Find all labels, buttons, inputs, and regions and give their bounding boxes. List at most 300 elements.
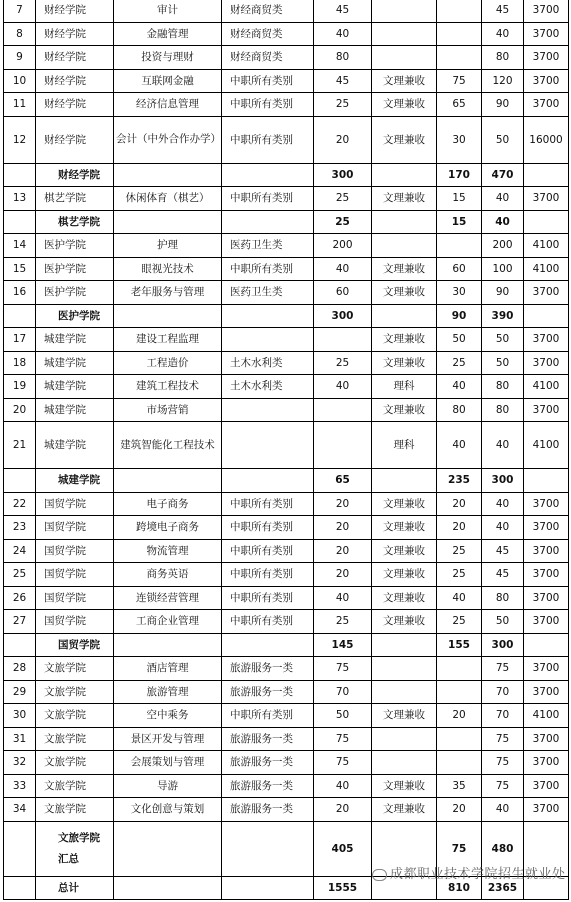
cell-college: 文旅学院 xyxy=(36,704,114,728)
cell-no: 9 xyxy=(4,46,36,70)
cell-subtotal-a: 145 xyxy=(314,633,372,657)
cell-category: 中职所有类别 xyxy=(222,69,314,93)
table-row xyxy=(4,351,569,375)
cell-college: 棋艺学院 xyxy=(36,187,114,211)
cell-total: 40 xyxy=(482,492,524,516)
cell-major: 会展策划与管理 xyxy=(114,751,222,775)
table-row xyxy=(4,375,569,399)
cell-plan-a: 20 xyxy=(314,539,372,563)
cell-subject: 文理兼收 xyxy=(372,281,437,305)
cell-empty xyxy=(222,163,314,187)
cell-plan-a: 20 xyxy=(314,492,372,516)
table-row xyxy=(4,46,569,70)
cell-subject xyxy=(372,680,437,704)
cell-fee: 3700 xyxy=(524,22,569,46)
table-row xyxy=(4,751,569,775)
cell-college: 国贸学院 xyxy=(36,492,114,516)
cell-plan-a: 75 xyxy=(314,751,372,775)
cell-college: 文旅学院 xyxy=(36,798,114,822)
cell-plan-b: 25 xyxy=(437,563,482,587)
cell-plan-b xyxy=(437,657,482,681)
cell-no: 7 xyxy=(4,0,36,22)
cell-fee: 3700 xyxy=(524,46,569,70)
cell-empty xyxy=(222,633,314,657)
cell-empty xyxy=(372,469,437,493)
cell-major: 跨境电子商务 xyxy=(114,516,222,540)
cell-major: 审计 xyxy=(114,0,222,22)
cell-fee: 3700 xyxy=(524,351,569,375)
cell-plan-a: 60 xyxy=(314,281,372,305)
cell-total: 50 xyxy=(482,328,524,352)
cell-subtotal-label: 城建学院 xyxy=(36,469,114,493)
cell-category: 旅游服务一类 xyxy=(222,657,314,681)
cell-no: 10 xyxy=(4,69,36,93)
cell-college: 财经学院 xyxy=(36,46,114,70)
cell-major: 休闲体育（棋艺） xyxy=(114,187,222,211)
cell-plan-a: 80 xyxy=(314,46,372,70)
cell-plan-a: 20 xyxy=(314,798,372,822)
cell-category: 中职所有类别 xyxy=(222,187,314,211)
cell-plan-a: 40 xyxy=(314,586,372,610)
cell-plan-b: 40 xyxy=(437,586,482,610)
cell-total: 100 xyxy=(482,257,524,281)
table-row xyxy=(4,69,569,93)
cell-no: 16 xyxy=(4,281,36,305)
cell-plan-a xyxy=(314,398,372,422)
cell-subject: 文理兼收 xyxy=(372,328,437,352)
cell-total: 75 xyxy=(482,751,524,775)
cell-subject: 文理兼收 xyxy=(372,93,437,117)
cell-plan-b xyxy=(437,234,482,258)
cell-total: 75 xyxy=(482,657,524,681)
cell-category: 旅游服务一类 xyxy=(222,798,314,822)
cell-empty xyxy=(524,304,569,328)
cell-plan-b: 80 xyxy=(437,398,482,422)
cell-empty xyxy=(114,304,222,328)
cell-total: 70 xyxy=(482,680,524,704)
cell-major: 连锁经营管理 xyxy=(114,586,222,610)
cell-plan-b: 15 xyxy=(437,187,482,211)
cell-subject xyxy=(372,657,437,681)
cell-plan-a: 45 xyxy=(314,0,372,22)
cell-total: 80 xyxy=(482,398,524,422)
cell-fee: 3700 xyxy=(524,680,569,704)
cell-fee: 3700 xyxy=(524,69,569,93)
cell-major: 工程造价 xyxy=(114,351,222,375)
table-row xyxy=(4,516,569,540)
cell-empty xyxy=(372,633,437,657)
cell-total: 90 xyxy=(482,281,524,305)
cell-plan-a: 40 xyxy=(314,375,372,399)
cell-plan-a xyxy=(314,328,372,352)
cell-major: 酒店管理 xyxy=(114,657,222,681)
subtotal-row xyxy=(4,469,569,493)
cell-category: 中职所有类别 xyxy=(222,586,314,610)
cell-empty xyxy=(524,469,569,493)
cell-category: 中职所有类别 xyxy=(222,516,314,540)
cell-plan-b xyxy=(437,0,482,22)
cell-subject xyxy=(372,234,437,258)
cell-empty xyxy=(524,633,569,657)
cell-fee: 3700 xyxy=(524,281,569,305)
cell-plan-b: 40 xyxy=(437,375,482,399)
table-row xyxy=(4,704,569,728)
cell-major: 金融管理 xyxy=(114,22,222,46)
cell-fee: 3700 xyxy=(524,93,569,117)
cell-no: 20 xyxy=(4,398,36,422)
cell-college: 财经学院 xyxy=(36,93,114,117)
cell-category: 土木水利类 xyxy=(222,351,314,375)
cell-college: 医护学院 xyxy=(36,281,114,305)
cell-fee: 3700 xyxy=(524,798,569,822)
cell-no: 34 xyxy=(4,798,36,822)
cell-subject xyxy=(372,46,437,70)
table-row xyxy=(4,798,569,822)
cell-major: 老年服务与管理 xyxy=(114,281,222,305)
cell-subject: 文理兼收 xyxy=(372,398,437,422)
cell-total: 80 xyxy=(482,586,524,610)
cell-subtotal-c: 235 xyxy=(437,469,482,493)
cell-college: 医护学院 xyxy=(36,257,114,281)
cell-plan-a: 25 xyxy=(314,351,372,375)
cell-total: 40 xyxy=(482,798,524,822)
cell-empty xyxy=(372,210,437,234)
cell-no: 11 xyxy=(4,93,36,117)
table-row xyxy=(4,116,569,163)
cell-major: 空中乘务 xyxy=(114,704,222,728)
cell-total: 120 xyxy=(482,69,524,93)
cell-no: 28 xyxy=(4,657,36,681)
table-row xyxy=(4,727,569,751)
cell-plan-b: 50 xyxy=(437,328,482,352)
cell-college: 国贸学院 xyxy=(36,516,114,540)
cell-total: 80 xyxy=(482,375,524,399)
cell-subtotal-c: 810 xyxy=(437,876,482,900)
cell-empty xyxy=(114,821,222,876)
cell-plan-a: 50 xyxy=(314,704,372,728)
cell-plan-b: 35 xyxy=(437,774,482,798)
cell-category: 旅游服务一类 xyxy=(222,751,314,775)
cell-empty xyxy=(222,210,314,234)
cell-no: 8 xyxy=(4,22,36,46)
cell-total: 75 xyxy=(482,727,524,751)
cell-total: 45 xyxy=(482,539,524,563)
cell-plan-a: 40 xyxy=(314,257,372,281)
table-row xyxy=(4,774,569,798)
cell-subtotal-label: 医护学院 xyxy=(36,304,114,328)
cell-plan-b: 65 xyxy=(437,93,482,117)
table-row xyxy=(4,586,569,610)
cell-college: 财经学院 xyxy=(36,116,114,163)
cell-category: 旅游服务一类 xyxy=(222,774,314,798)
cell-subtotal-label: 文旅学院 汇总 xyxy=(36,821,114,876)
cell-total: 40 xyxy=(482,187,524,211)
cell-fee: 3700 xyxy=(524,492,569,516)
cell-no: 14 xyxy=(4,234,36,258)
cell-empty xyxy=(222,821,314,876)
cell-major: 会计（中外合作办学） xyxy=(114,116,222,163)
cell-college: 财经学院 xyxy=(36,0,114,22)
cell-total: 50 xyxy=(482,116,524,163)
cell-plan-a: 70 xyxy=(314,680,372,704)
cell-major: 市场营销 xyxy=(114,398,222,422)
cell-empty xyxy=(4,876,36,900)
cell-plan-a: 25 xyxy=(314,187,372,211)
cell-subtotal-d: 2365 xyxy=(482,876,524,900)
cell-no: 33 xyxy=(4,774,36,798)
cell-plan-b: 25 xyxy=(437,610,482,634)
cell-subject: 文理兼收 xyxy=(372,257,437,281)
cell-category xyxy=(222,422,314,469)
cell-total: 50 xyxy=(482,610,524,634)
cell-plan-a: 25 xyxy=(314,610,372,634)
cell-subtotal-d: 390 xyxy=(482,304,524,328)
cell-no: 22 xyxy=(4,492,36,516)
cell-subject xyxy=(372,0,437,22)
cell-category: 中职所有类别 xyxy=(222,93,314,117)
cell-subtotal-label: 财经学院 xyxy=(36,163,114,187)
table-row xyxy=(4,657,569,681)
cell-total: 40 xyxy=(482,22,524,46)
cell-total: 45 xyxy=(482,563,524,587)
cell-category: 中职所有类别 xyxy=(222,539,314,563)
cell-major: 文化创意与策划 xyxy=(114,798,222,822)
cell-subject: 文理兼收 xyxy=(372,351,437,375)
cell-empty xyxy=(4,821,36,876)
cell-plan-a: 200 xyxy=(314,234,372,258)
cell-no: 32 xyxy=(4,751,36,775)
cell-college: 财经学院 xyxy=(36,22,114,46)
cell-no: 15 xyxy=(4,257,36,281)
enrollment-table xyxy=(3,0,569,900)
cell-plan-b: 30 xyxy=(437,116,482,163)
watermark: 成都职业技术学院招生就业处 xyxy=(372,863,566,882)
cell-major: 护理 xyxy=(114,234,222,258)
cell-empty xyxy=(4,210,36,234)
cell-plan-a: 20 xyxy=(314,116,372,163)
cell-category: 医药卫生类 xyxy=(222,281,314,305)
cell-plan-b: 40 xyxy=(437,422,482,469)
cell-major: 商务英语 xyxy=(114,563,222,587)
cell-plan-b xyxy=(437,751,482,775)
cell-subject: 文理兼收 xyxy=(372,563,437,587)
table-row xyxy=(4,398,569,422)
cell-category: 财经商贸类 xyxy=(222,46,314,70)
wechat-icon xyxy=(372,869,387,881)
cell-plan-b: 20 xyxy=(437,492,482,516)
cell-no: 18 xyxy=(4,351,36,375)
table-row xyxy=(4,22,569,46)
cell-major: 眼视光技术 xyxy=(114,257,222,281)
cell-subtotal-d: 470 xyxy=(482,163,524,187)
cell-subject: 理科 xyxy=(372,422,437,469)
cell-subtotal-label: 国贸学院 xyxy=(36,633,114,657)
cell-plan-a: 20 xyxy=(314,516,372,540)
cell-fee: 3700 xyxy=(524,539,569,563)
cell-category: 中职所有类别 xyxy=(222,704,314,728)
cell-category: 财经商贸类 xyxy=(222,0,314,22)
cell-total: 40 xyxy=(482,422,524,469)
cell-college: 医护学院 xyxy=(36,234,114,258)
cell-college: 城建学院 xyxy=(36,351,114,375)
cell-college: 城建学院 xyxy=(36,375,114,399)
cell-category: 土木水利类 xyxy=(222,375,314,399)
cell-plan-b xyxy=(437,680,482,704)
cell-empty xyxy=(222,469,314,493)
cell-plan-b: 25 xyxy=(437,539,482,563)
cell-plan-b: 20 xyxy=(437,516,482,540)
cell-major: 景区开发与管理 xyxy=(114,727,222,751)
cell-total: 75 xyxy=(482,774,524,798)
table-row xyxy=(4,0,569,22)
cell-subtotal-a: 65 xyxy=(314,469,372,493)
cell-empty xyxy=(524,210,569,234)
cell-major: 旅游管理 xyxy=(114,680,222,704)
cell-total: 45 xyxy=(482,0,524,22)
table-row xyxy=(4,539,569,563)
table-row xyxy=(4,422,569,469)
cell-plan-a: 75 xyxy=(314,727,372,751)
cell-total: 80 xyxy=(482,46,524,70)
cell-subtotal-d: 40 xyxy=(482,210,524,234)
cell-subtotal-label: 总计 xyxy=(36,876,114,900)
cell-college: 国贸学院 xyxy=(36,563,114,587)
cell-empty xyxy=(114,469,222,493)
table-row xyxy=(4,281,569,305)
cell-fee: 3700 xyxy=(524,727,569,751)
subtotal-row xyxy=(4,633,569,657)
table-row xyxy=(4,610,569,634)
cell-plan-b: 60 xyxy=(437,257,482,281)
cell-subject: 文理兼收 xyxy=(372,187,437,211)
cell-category: 中职所有类别 xyxy=(222,257,314,281)
cell-fee: 3700 xyxy=(524,398,569,422)
cell-category xyxy=(222,398,314,422)
cell-no: 30 xyxy=(4,704,36,728)
cell-college: 城建学院 xyxy=(36,328,114,352)
cell-major: 电子商务 xyxy=(114,492,222,516)
cell-major: 投资与理财 xyxy=(114,46,222,70)
cell-subject: 文理兼收 xyxy=(372,69,437,93)
cell-empty xyxy=(4,304,36,328)
cell-fee: 3700 xyxy=(524,610,569,634)
table-row xyxy=(4,187,569,211)
cell-subtotal-a: 300 xyxy=(314,163,372,187)
cell-total: 200 xyxy=(482,234,524,258)
cell-major: 互联网金融 xyxy=(114,69,222,93)
cell-major: 工商企业管理 xyxy=(114,610,222,634)
cell-college: 城建学院 xyxy=(36,398,114,422)
cell-plan-b: 20 xyxy=(437,798,482,822)
cell-subject: 文理兼收 xyxy=(372,116,437,163)
cell-fee: 3700 xyxy=(524,0,569,22)
cell-subtotal-a: 25 xyxy=(314,210,372,234)
cell-no: 25 xyxy=(4,563,36,587)
table-row xyxy=(4,234,569,258)
subtotal-row xyxy=(4,163,569,187)
cell-college: 国贸学院 xyxy=(36,586,114,610)
cell-plan-b: 20 xyxy=(437,704,482,728)
cell-fee: 3700 xyxy=(524,516,569,540)
cell-college: 文旅学院 xyxy=(36,751,114,775)
cell-college: 文旅学院 xyxy=(36,774,114,798)
cell-subject: 文理兼收 xyxy=(372,492,437,516)
cell-subject: 理科 xyxy=(372,375,437,399)
cell-subject: 文理兼收 xyxy=(372,798,437,822)
cell-college: 财经学院 xyxy=(36,69,114,93)
subtotal-row xyxy=(4,210,569,234)
cell-total: 90 xyxy=(482,93,524,117)
cell-subtotal-a: 1555 xyxy=(314,876,372,900)
cell-no: 12 xyxy=(4,116,36,163)
cell-empty xyxy=(4,633,36,657)
cell-college: 国贸学院 xyxy=(36,610,114,634)
cell-total: 40 xyxy=(482,516,524,540)
cell-major: 建筑工程技术 xyxy=(114,375,222,399)
table-row xyxy=(4,563,569,587)
cell-subtotal-c: 15 xyxy=(437,210,482,234)
cell-fee: 4100 xyxy=(524,704,569,728)
cell-subtotal-a: 405 xyxy=(314,821,372,876)
cell-plan-b xyxy=(437,46,482,70)
cell-no: 21 xyxy=(4,422,36,469)
subtotal-row xyxy=(4,304,569,328)
cell-fee: 16000 xyxy=(524,116,569,163)
cell-empty xyxy=(114,876,222,900)
cell-fee: 4100 xyxy=(524,257,569,281)
cell-major: 导游 xyxy=(114,774,222,798)
cell-no: 23 xyxy=(4,516,36,540)
table-row xyxy=(4,492,569,516)
cell-subject: 文理兼收 xyxy=(372,586,437,610)
cell-college: 文旅学院 xyxy=(36,727,114,751)
cell-empty xyxy=(4,469,36,493)
cell-no: 24 xyxy=(4,539,36,563)
table-row xyxy=(4,257,569,281)
cell-no: 19 xyxy=(4,375,36,399)
cell-empty xyxy=(114,633,222,657)
cell-fee: 3700 xyxy=(524,563,569,587)
cell-plan-a: 40 xyxy=(314,22,372,46)
cell-fee: 3700 xyxy=(524,586,569,610)
cell-total: 70 xyxy=(482,704,524,728)
cell-subtotal-d: 300 xyxy=(482,469,524,493)
cell-category: 医药卫生类 xyxy=(222,234,314,258)
cell-fee: 3700 xyxy=(524,774,569,798)
cell-major: 经济信息管理 xyxy=(114,93,222,117)
cell-category: 中职所有类别 xyxy=(222,492,314,516)
cell-college: 城建学院 xyxy=(36,422,114,469)
cell-empty xyxy=(372,163,437,187)
cell-empty xyxy=(524,163,569,187)
cell-subject xyxy=(372,751,437,775)
cell-fee: 4100 xyxy=(524,375,569,399)
cell-subtotal-c: 155 xyxy=(437,633,482,657)
cell-no: 17 xyxy=(4,328,36,352)
cell-subtotal-c: 170 xyxy=(437,163,482,187)
cell-empty xyxy=(114,210,222,234)
cell-empty xyxy=(222,304,314,328)
cell-plan-a: 20 xyxy=(314,563,372,587)
cell-category: 中职所有类别 xyxy=(222,563,314,587)
cell-empty xyxy=(372,304,437,328)
cell-plan-a: 75 xyxy=(314,657,372,681)
cell-plan-b: 30 xyxy=(437,281,482,305)
table-body xyxy=(4,0,569,900)
cell-plan-b: 25 xyxy=(437,351,482,375)
cell-category: 旅游服务一类 xyxy=(222,680,314,704)
cell-major: 物流管理 xyxy=(114,539,222,563)
